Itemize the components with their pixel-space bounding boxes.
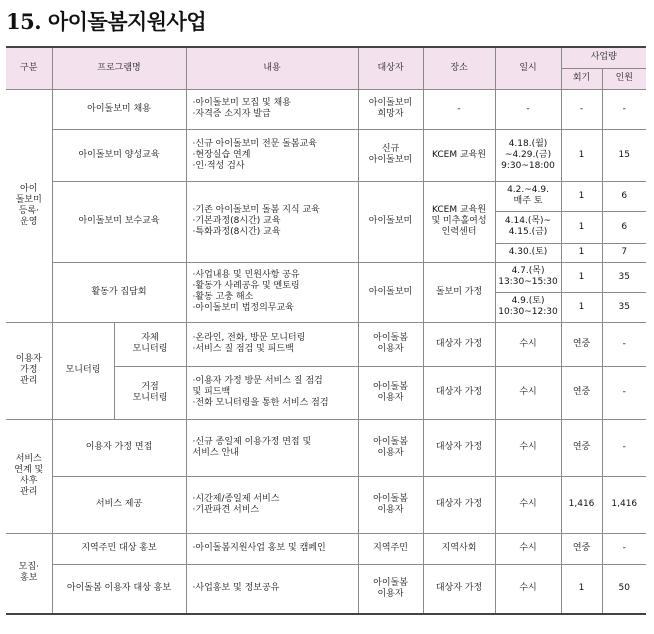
sub-program-name: 자체 모니터링: [114, 322, 186, 366]
section-label: 서비스 연계 및 사후 관리: [6, 419, 52, 533]
header-place: 장소: [423, 47, 495, 89]
program-name: 활동가 집담회: [52, 262, 186, 322]
content-cell: ·사업홍보 및 정보공유: [186, 564, 358, 614]
date-cell: 4.30.(토): [495, 243, 561, 262]
table-row: [6, 89, 646, 129]
sub-program-name: 거점 모니터링: [114, 366, 186, 419]
header-date: 일시: [495, 47, 561, 89]
target-cell: 아이돌봄 이용자: [358, 322, 423, 366]
table-row: [6, 262, 646, 292]
date-cell: 4.14.(목)~ 4.15.(금): [495, 211, 561, 243]
target-cell: 지역주민: [358, 533, 423, 564]
date-cell: 4.2.~4.9. 매주 토: [495, 181, 561, 211]
persons-cell: 50: [602, 564, 646, 614]
program-name: 아이돌보미 양성교육: [52, 129, 186, 181]
sessions-cell: 연중: [561, 419, 602, 476]
sessions-cell: 1: [561, 243, 602, 262]
program-name: 아이돌봄 이용자 대상 홍보: [52, 564, 186, 614]
persons-cell: -: [602, 419, 646, 476]
target-cell: 아이돌보미: [358, 262, 423, 322]
header-program: 프로그램명: [52, 47, 186, 89]
date-cell: 수시: [495, 476, 561, 533]
date-cell: 수시: [495, 419, 561, 476]
target-cell: 아이돌봄 이용자: [358, 419, 423, 476]
program-name: 지역주민 대상 홍보: [52, 533, 186, 564]
sessions-cell: 연중: [561, 366, 602, 419]
sessions-cell: 1: [561, 292, 602, 322]
date-cell: 수시: [495, 322, 561, 366]
date-cell: 4.18.(월) ~4.29.(금) 9:30~18:00: [495, 129, 561, 181]
persons-cell: 35: [602, 262, 646, 292]
place-cell: 대상자 가정: [423, 476, 495, 533]
header-content: 내용: [186, 47, 358, 89]
sessions-cell: 1: [561, 262, 602, 292]
target-cell: 신규 아이돌보미: [358, 129, 423, 181]
persons-cell: 35: [602, 292, 646, 322]
program-name: 아이돌보미 보수교육: [52, 181, 186, 262]
program-name: 모니터링: [52, 322, 114, 419]
header-category: 구분: [6, 47, 52, 89]
table-row: [6, 181, 646, 211]
place-cell: 대상자 가정: [423, 564, 495, 614]
sessions-cell: 1,416: [561, 476, 602, 533]
place-cell: 대상자 가정: [423, 419, 495, 476]
content-cell: ·시간제/종일제 서비스 ·기관파견 서비스: [186, 476, 358, 533]
sessions-cell: 연중: [561, 322, 602, 366]
content-cell: ·사업내용 및 민원사항 공유 ·활동가 사례공유 및 멘토링 ·활동 고충 해소 ·아이돌보미 법정의무교육: [186, 262, 358, 322]
date-cell: 수시: [495, 533, 561, 564]
content-cell: ·이용자 가정 방문 서비스 질 점검 및 피드백 ·전화 모니터링을 통한 서비스 점검: [186, 366, 358, 419]
table-row: [6, 476, 646, 533]
persons-cell: -: [602, 366, 646, 419]
header-project: 사업량: [561, 47, 646, 68]
table-row: [6, 564, 646, 614]
program-name: 이용자 가정 면접: [52, 419, 186, 476]
target-cell: 아이돌봄 이용자: [358, 366, 423, 419]
table-row: [6, 322, 646, 366]
date-cell: 수시: [495, 366, 561, 419]
header-sessions: 회기: [561, 68, 602, 89]
table-row: [6, 129, 646, 181]
program-name: 서비스 제공: [52, 476, 186, 533]
place-cell: 돌보미 가정: [423, 262, 495, 322]
program-name: 아이돌보미 채용: [52, 89, 186, 129]
sessions-cell: 1: [561, 181, 602, 211]
page-title: 15. 아이돌봄지원사업: [6, 9, 207, 34]
date-cell: -: [495, 89, 561, 129]
place-cell: 대상자 가정: [423, 366, 495, 419]
table-row: [6, 533, 646, 564]
header-persons: 인원: [602, 68, 646, 89]
section-label: 아이 돌보미 등록· 운영: [6, 89, 52, 322]
place-cell: KCEM 교육원: [423, 129, 495, 181]
persons-cell: 6: [602, 181, 646, 211]
date-cell: 수시: [495, 564, 561, 614]
place-cell: KCEM 교육원 및 미추홀여성 인력센터: [423, 181, 495, 262]
content-cell: ·신규 종일제 이용가정 면접 및 서비스 안내: [186, 419, 358, 476]
header-target: 대상자: [358, 47, 423, 89]
persons-cell: 15: [602, 129, 646, 181]
table-row: [6, 419, 646, 476]
persons-cell: 1,416: [602, 476, 646, 533]
sessions-cell: -: [561, 89, 602, 129]
sessions-cell: 1: [561, 129, 602, 181]
persons-cell: 7: [602, 243, 646, 262]
target-cell: 아이돌보미 희망자: [358, 89, 423, 129]
content-cell: ·아이돌봄지원사업 홍보 및 캠페인: [186, 533, 358, 564]
section-label: 모집· 홍보: [6, 533, 52, 614]
persons-cell: -: [602, 89, 646, 129]
sessions-cell: 1: [561, 564, 602, 614]
content-cell: ·아이돌보미 모집 및 채용 ·자격증 소지자 발급: [186, 89, 358, 129]
program-table: [6, 46, 646, 615]
place-cell: -: [423, 89, 495, 129]
content-cell: ·기존 아이돌보미 돌봄 지식 교육 ·기본과정(8시간) 교육 ·특화과정(8시간) 교육: [186, 181, 358, 262]
persons-cell: -: [602, 322, 646, 366]
place-cell: 지역사회: [423, 533, 495, 564]
place-cell: 대상자 가정: [423, 322, 495, 366]
date-cell: 4.9.(토) 10:30~12:30: [495, 292, 561, 322]
content-cell: ·온라인, 전화, 방문 모니터링 ·서비스 질 점검 및 피드백: [186, 322, 358, 366]
target-cell: 아이돌보미: [358, 181, 423, 262]
date-cell: 4.7.(목) 13:30~15:30: [495, 262, 561, 292]
content-cell: ·신규 아이돌보미 전문 돌봄교육 ·현장실습 연계 ·인·적성 검사: [186, 129, 358, 181]
persons-cell: -: [602, 533, 646, 564]
persons-cell: 6: [602, 211, 646, 243]
target-cell: 아이돌봄 이용자: [358, 564, 423, 614]
target-cell: 아이돌봄 이용자: [358, 476, 423, 533]
sessions-cell: 연중: [561, 533, 602, 564]
sessions-cell: 1: [561, 211, 602, 243]
section-label: 이용자 가정 관리: [6, 322, 52, 419]
